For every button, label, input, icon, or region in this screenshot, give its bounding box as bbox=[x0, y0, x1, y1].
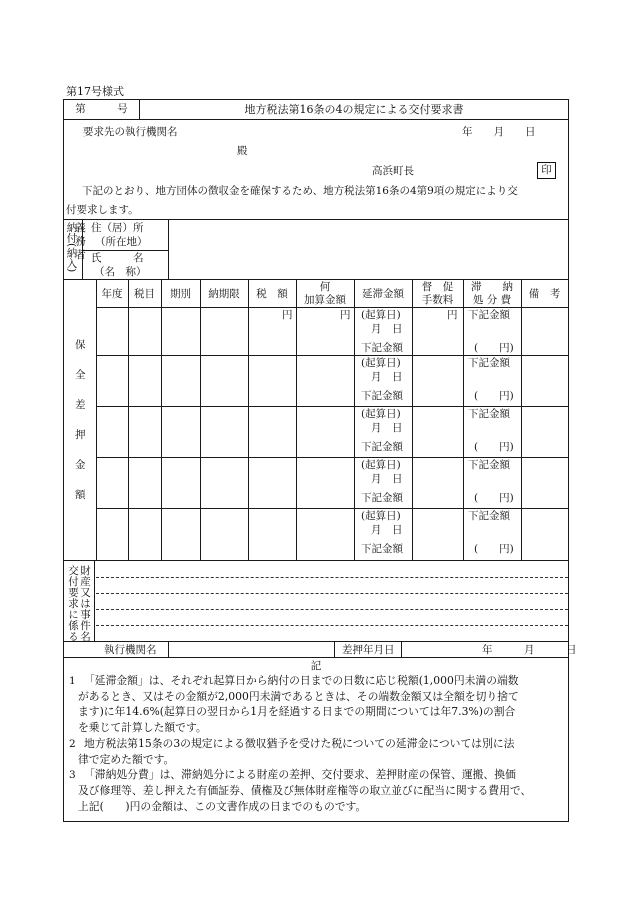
header-due-date: 納期限 bbox=[208, 288, 240, 300]
property-label-col1: 交付要求に係る bbox=[67, 565, 79, 642]
start-date-label: (起算日) bbox=[361, 408, 401, 420]
side-char: 金 bbox=[75, 459, 86, 471]
header-disposal-top: 滞 納 bbox=[471, 281, 513, 293]
issue-date: 年 月 日 bbox=[462, 126, 536, 138]
below-amount-label: 下記金額 bbox=[361, 441, 403, 453]
name-label: 氏 名 bbox=[91, 252, 144, 264]
header-additional-top: 何 bbox=[319, 281, 331, 293]
disposal-paren-yen: ( 円) bbox=[474, 492, 514, 504]
below-amount-label: 下記金額 bbox=[361, 492, 403, 504]
disposal-below-amount-label: 下記金額 bbox=[468, 408, 510, 420]
disposal-paren-yen: ( 円) bbox=[474, 441, 514, 453]
address-sub: （所在地） bbox=[95, 236, 148, 248]
header-period: 期別 bbox=[170, 288, 191, 300]
address-label: 住（居）所 bbox=[91, 222, 144, 234]
header-reminder-top: 督 促 bbox=[421, 281, 454, 293]
disposal-paren-yen: ( 円) bbox=[474, 390, 514, 402]
disposal-below-amount-label: 下記金額 bbox=[468, 309, 510, 321]
note-line: を乗じて計算した額です。 bbox=[78, 721, 207, 735]
disposal-below-amount-label: 下記金額 bbox=[468, 510, 510, 522]
start-date-label: (起算日) bbox=[361, 510, 401, 522]
month-day-label: 月 日 bbox=[371, 323, 403, 335]
side-char: 全 bbox=[75, 369, 86, 381]
below-amount-label: 下記金額 bbox=[361, 543, 403, 555]
intro-line-1: 下記のとおり、地方団体の徴収金を確保するため、地方税法第16条の4第9項の規定により交 bbox=[82, 185, 518, 197]
seizure-date-value: 年 月 日 bbox=[482, 644, 577, 656]
note-line: 及び修理等、差し押えた有価証券、債権及び無体財産権等の取立並びに配当に関する費用で、 bbox=[78, 783, 532, 797]
taxpayer-label-gimu bbox=[71, 222, 86, 269]
yen-unit-additional: 円 bbox=[340, 309, 351, 321]
start-date-label: (起算日) bbox=[361, 459, 401, 471]
header-tax-item: 税目 bbox=[134, 288, 155, 300]
name-sub: （名 称） bbox=[94, 266, 147, 278]
side-char: 額 bbox=[75, 489, 86, 501]
side-char: 押 bbox=[75, 429, 86, 441]
month-day-label: 月 日 bbox=[371, 371, 403, 383]
note-line: 地方税法第15条の3の規定による徴収猶予を受けた税についての延滞金については別に法 bbox=[84, 736, 515, 750]
note-line: 律で定めた額です。 bbox=[78, 752, 175, 766]
header-year: 年度 bbox=[101, 288, 123, 300]
header-disposal-bottom: 処 分 費 bbox=[472, 294, 512, 306]
below-amount-label: 下記金額 bbox=[361, 390, 403, 402]
note-line: ます)に年14.6%(起算日の翌日から1月を経過する日までの期間については年7.3%)の割合 bbox=[78, 705, 516, 719]
side-char: 保 bbox=[75, 339, 86, 351]
table-row[interactable] bbox=[97, 458, 353, 508]
number-label: 第 号 bbox=[75, 103, 128, 115]
taxpayer-label-col2-text: 義務者 bbox=[74, 222, 86, 263]
honorific: 殿 bbox=[237, 145, 248, 157]
disposal-below-amount-label: 下記金額 bbox=[468, 357, 510, 369]
disposal-below-amount-label: 下記金額 bbox=[468, 459, 510, 471]
sender-name: 高浜町長 bbox=[372, 165, 414, 177]
note-line: 上記( )円の金額は、この文書作成の日までのものです。 bbox=[78, 799, 367, 813]
disposal-paren-yen: ( 円) bbox=[474, 342, 514, 354]
yen-unit-reminder: 円 bbox=[447, 309, 458, 321]
header-remarks: 備 考 bbox=[528, 288, 561, 300]
month-day-label: 月 日 bbox=[371, 473, 403, 485]
taxpayer-address-input[interactable] bbox=[170, 221, 570, 249]
taxpayer-name-input[interactable] bbox=[170, 252, 570, 279]
disposal-paren-yen: ( 円) bbox=[474, 543, 514, 555]
table-row[interactable] bbox=[97, 509, 353, 560]
seizure-date-label: 差押年月日 bbox=[342, 644, 395, 656]
table-row[interactable] bbox=[97, 308, 353, 355]
header-additional-bottom: 加算金額 bbox=[304, 294, 346, 306]
recipient-label: 要求先の執行機関名 bbox=[83, 126, 178, 138]
note-line: 「滞納処分費」は、滞納処分による財産の差押、交付要求、差押財産の保管、運搬、換価 bbox=[84, 768, 516, 782]
below-amount-label: 下記金額 bbox=[361, 342, 403, 354]
note-line: 「延滞金額」は、それぞれ起算日から納付の日までの日数に応じ税額(1,000円未満の端数 bbox=[84, 674, 519, 687]
notes-heading: 記 bbox=[310, 660, 322, 672]
note-line: があるとき、又はその金額が2,000円未満であるときは、その端数金額又は全額を切り捨て bbox=[78, 689, 519, 703]
table-row[interactable] bbox=[97, 407, 353, 457]
document-title: 地方税法第16条の4の規定による交付要求書 bbox=[244, 103, 464, 116]
authority-name-input[interactable] bbox=[170, 643, 336, 658]
seal-mark: 印 bbox=[537, 162, 556, 179]
intro-line-2: 付要求します。 bbox=[66, 204, 139, 216]
header-delinquency: 延滞金額 bbox=[362, 288, 404, 300]
taxpayer-label-col1: 納付(納入) bbox=[65, 222, 78, 273]
month-day-label: 月 日 bbox=[371, 422, 403, 434]
start-date-label: (起算日) bbox=[361, 357, 401, 369]
authority-label: 執行機関名 bbox=[104, 644, 157, 656]
table-row[interactable] bbox=[97, 356, 353, 406]
note-number: 3 bbox=[69, 769, 76, 782]
month-day-label: 月 日 bbox=[371, 524, 403, 536]
start-date-label: (起算日) bbox=[361, 309, 401, 321]
side-char: 差 bbox=[75, 399, 86, 411]
note-number: 1 bbox=[69, 675, 76, 687]
header-tax-amount: 税 額 bbox=[256, 288, 288, 300]
note-number: 2 bbox=[69, 737, 76, 750]
yen-unit-tax: 円 bbox=[282, 309, 293, 321]
form-number: 第17号様式 bbox=[66, 85, 124, 98]
header-reminder-bottom: 手数料 bbox=[421, 294, 454, 306]
property-label-col2: 財産又は事件名 bbox=[79, 565, 91, 642]
